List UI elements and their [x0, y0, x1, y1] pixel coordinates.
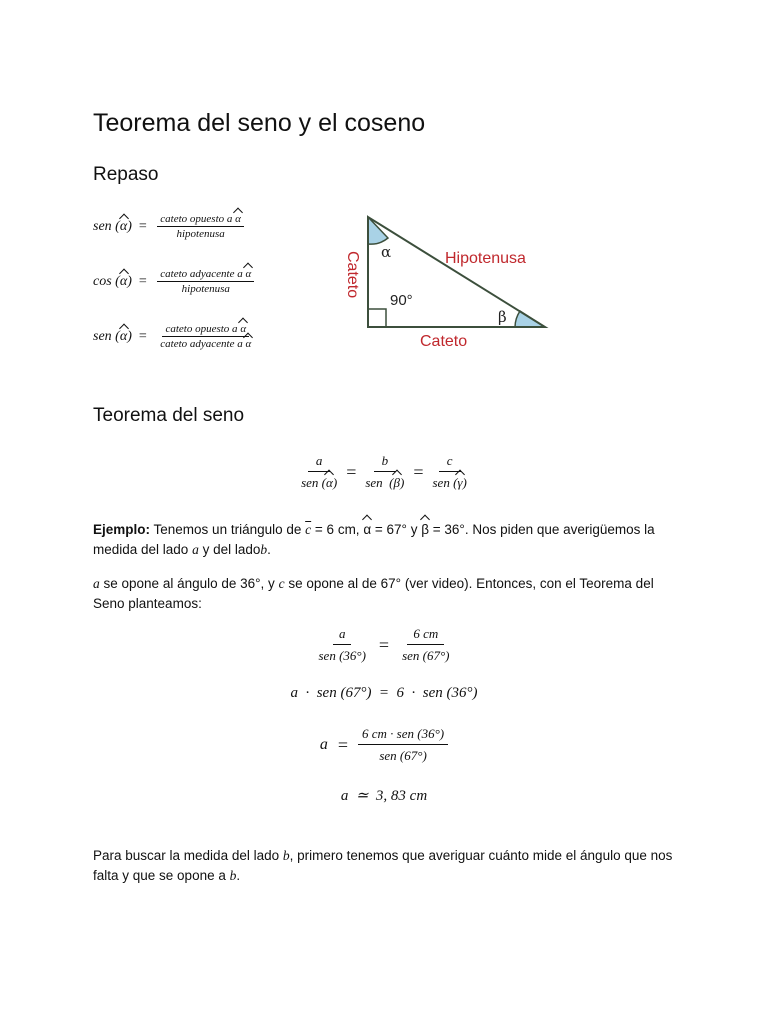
right-angle-marker: [368, 309, 386, 327]
right-angle-label: 90°: [390, 292, 413, 309]
step-cross-multiply: a · sen (67°) = 6 · sen (36°): [290, 685, 478, 701]
law-angle: γ: [457, 475, 463, 490]
formula-numerator: cateto opuesto a: [165, 323, 238, 335]
cateto-vertical-label: Cateto: [344, 251, 361, 299]
law-angle: α: [326, 475, 333, 490]
teorema-seno-heading: Teorema del seno: [93, 405, 245, 426]
ejemplo-label: Ejemplo:: [93, 522, 151, 537]
formula-angle: α: [119, 218, 128, 234]
formula-numerator: cateto adyacente a: [160, 268, 243, 280]
law-numerator: c: [439, 453, 461, 472]
formula-numerator: cateto opuesto a: [160, 213, 233, 225]
formula-denominator: hipotenusa: [176, 228, 225, 240]
formula-sen: sen ( α ) = $\frac{\text{cateto opuesto a α}}{\text{hipotenusa}}$: [93, 213, 244, 240]
formula-angle: α: [119, 328, 128, 344]
explicacion-paragraph: a se opone al ángulo de 36°, y c se opone al de 67° (ver video). Entonces, con el Teorema del Seno planteamos:: [93, 576, 654, 611]
formula-angle: α: [119, 273, 128, 289]
formula-fn: cos: [93, 273, 112, 289]
formula-fn: sen: [93, 328, 112, 344]
triangle-outline: [368, 217, 545, 327]
law-of-sines: $\frac{a}{\text{sen (α)}}$ = $\frac{b}{\text{sen (β)}}$ = $\frac{c}{\text{sen (γ)}}$: [301, 453, 467, 490]
alpha-angle-shade: [368, 217, 388, 244]
beta-label: β: [498, 308, 507, 326]
formula-tan: sen ( α ) = $\frac{\text{cateto opuesto a α}}{\text{cateto adyacente a α}}$: [93, 323, 252, 350]
ejemplo-paragraph: Ejemplo: Tenemos un triángulo de $\overline{c} = 6$ cm, α = 67° y β = 36°. Nos piden que averigüemos la medida del lado a y del ladob.: [93, 522, 655, 557]
formula-denominator: hipotenusa: [181, 283, 230, 295]
law-numerator: b: [374, 453, 397, 472]
step-result: a ≃ 3, 83 cm: [340, 788, 428, 804]
formula-denominator: cateto adyacente a: [160, 338, 243, 350]
right-triangle-diagram: [336, 206, 552, 356]
step-isolate-a: a = $\frac{\text{6 cm · sen (36°)}}{\text{sen (67°)}}$: [0, 726, 768, 764]
hipotenusa-label: Hipotenusa: [445, 250, 526, 267]
alpha-label: α: [381, 243, 392, 261]
page-title: Teorema del seno y el coseno: [93, 109, 426, 137]
repaso-heading: Repaso: [93, 164, 159, 185]
law-numerator: a: [308, 453, 331, 472]
cateto-horizontal-label: Cateto: [420, 333, 468, 350]
law-angle: β: [393, 475, 400, 490]
step-proportion: $\frac{a}{\text{sen (36°)}}$ = $\frac{6 cm}{\text{sen (67°)}}$: [318, 626, 450, 663]
formula-fn: sen: [93, 218, 112, 234]
final-paragraph: Para buscar la medida del lado b, primero tenemos que averiguar cuánto mide el ángulo que nos falta y que se opone a b.: [93, 848, 673, 883]
formula-cos: cos ( α ) = $\frac{\text{cateto adyacente a α}}{\text{hipotenusa}}$: [93, 268, 254, 295]
